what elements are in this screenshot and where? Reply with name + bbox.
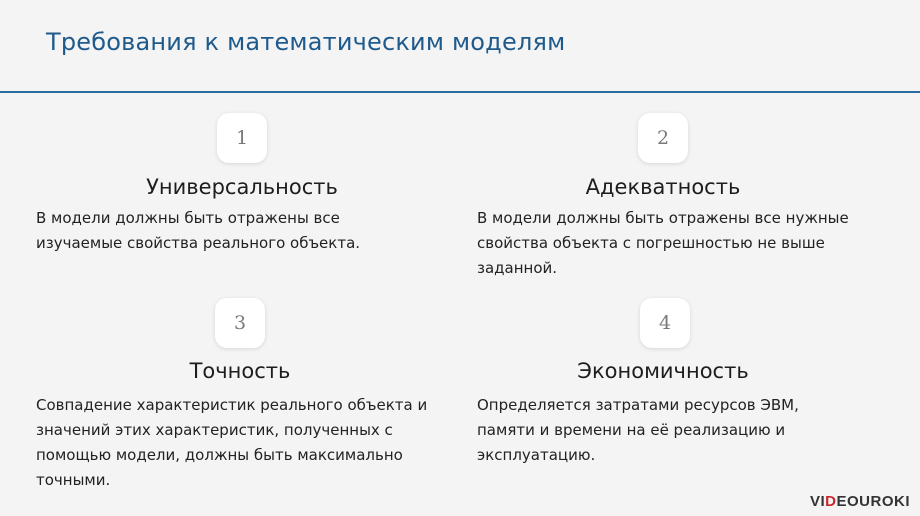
card-1-number-badge: 1 (217, 113, 267, 163)
card-3-description: Совпадение характеристик реального объекта и значений этих характеристик, полученных с помощью модели, должны быть максимально точными. (36, 396, 428, 489)
watermark-accent-letter: D (825, 493, 837, 510)
watermark-part1: VI (809, 493, 826, 510)
watermark-part2: EOUROKI (836, 493, 910, 510)
card-3-number-badge: 3 (215, 298, 265, 348)
card-2-description: В модели должны быть отражены все нужные свойства объекта с погрешностью не выше заданной. (477, 209, 849, 277)
card-4-number-badge: 4 (640, 298, 690, 348)
card-2-number-badge: 2 (638, 113, 688, 163)
title-divider (0, 91, 920, 93)
slide-title: Требования к математическим моделям (46, 28, 566, 56)
videouroki-watermark-logo (810, 493, 910, 510)
card-2-heading: Адекватность (585, 175, 741, 199)
card-3-heading: Точность (189, 359, 291, 383)
card-1-heading: Универсальность (146, 175, 338, 199)
card-1-description: В модели должны быть отражены все изучаемые свойства реального объекта. (36, 209, 361, 252)
card-4-heading: Экономичность (577, 359, 749, 383)
card-4-description: Определяется затратами ресурсов ЭВМ, памяти и времени на её реализацию и эксплуатацию. (477, 396, 799, 464)
